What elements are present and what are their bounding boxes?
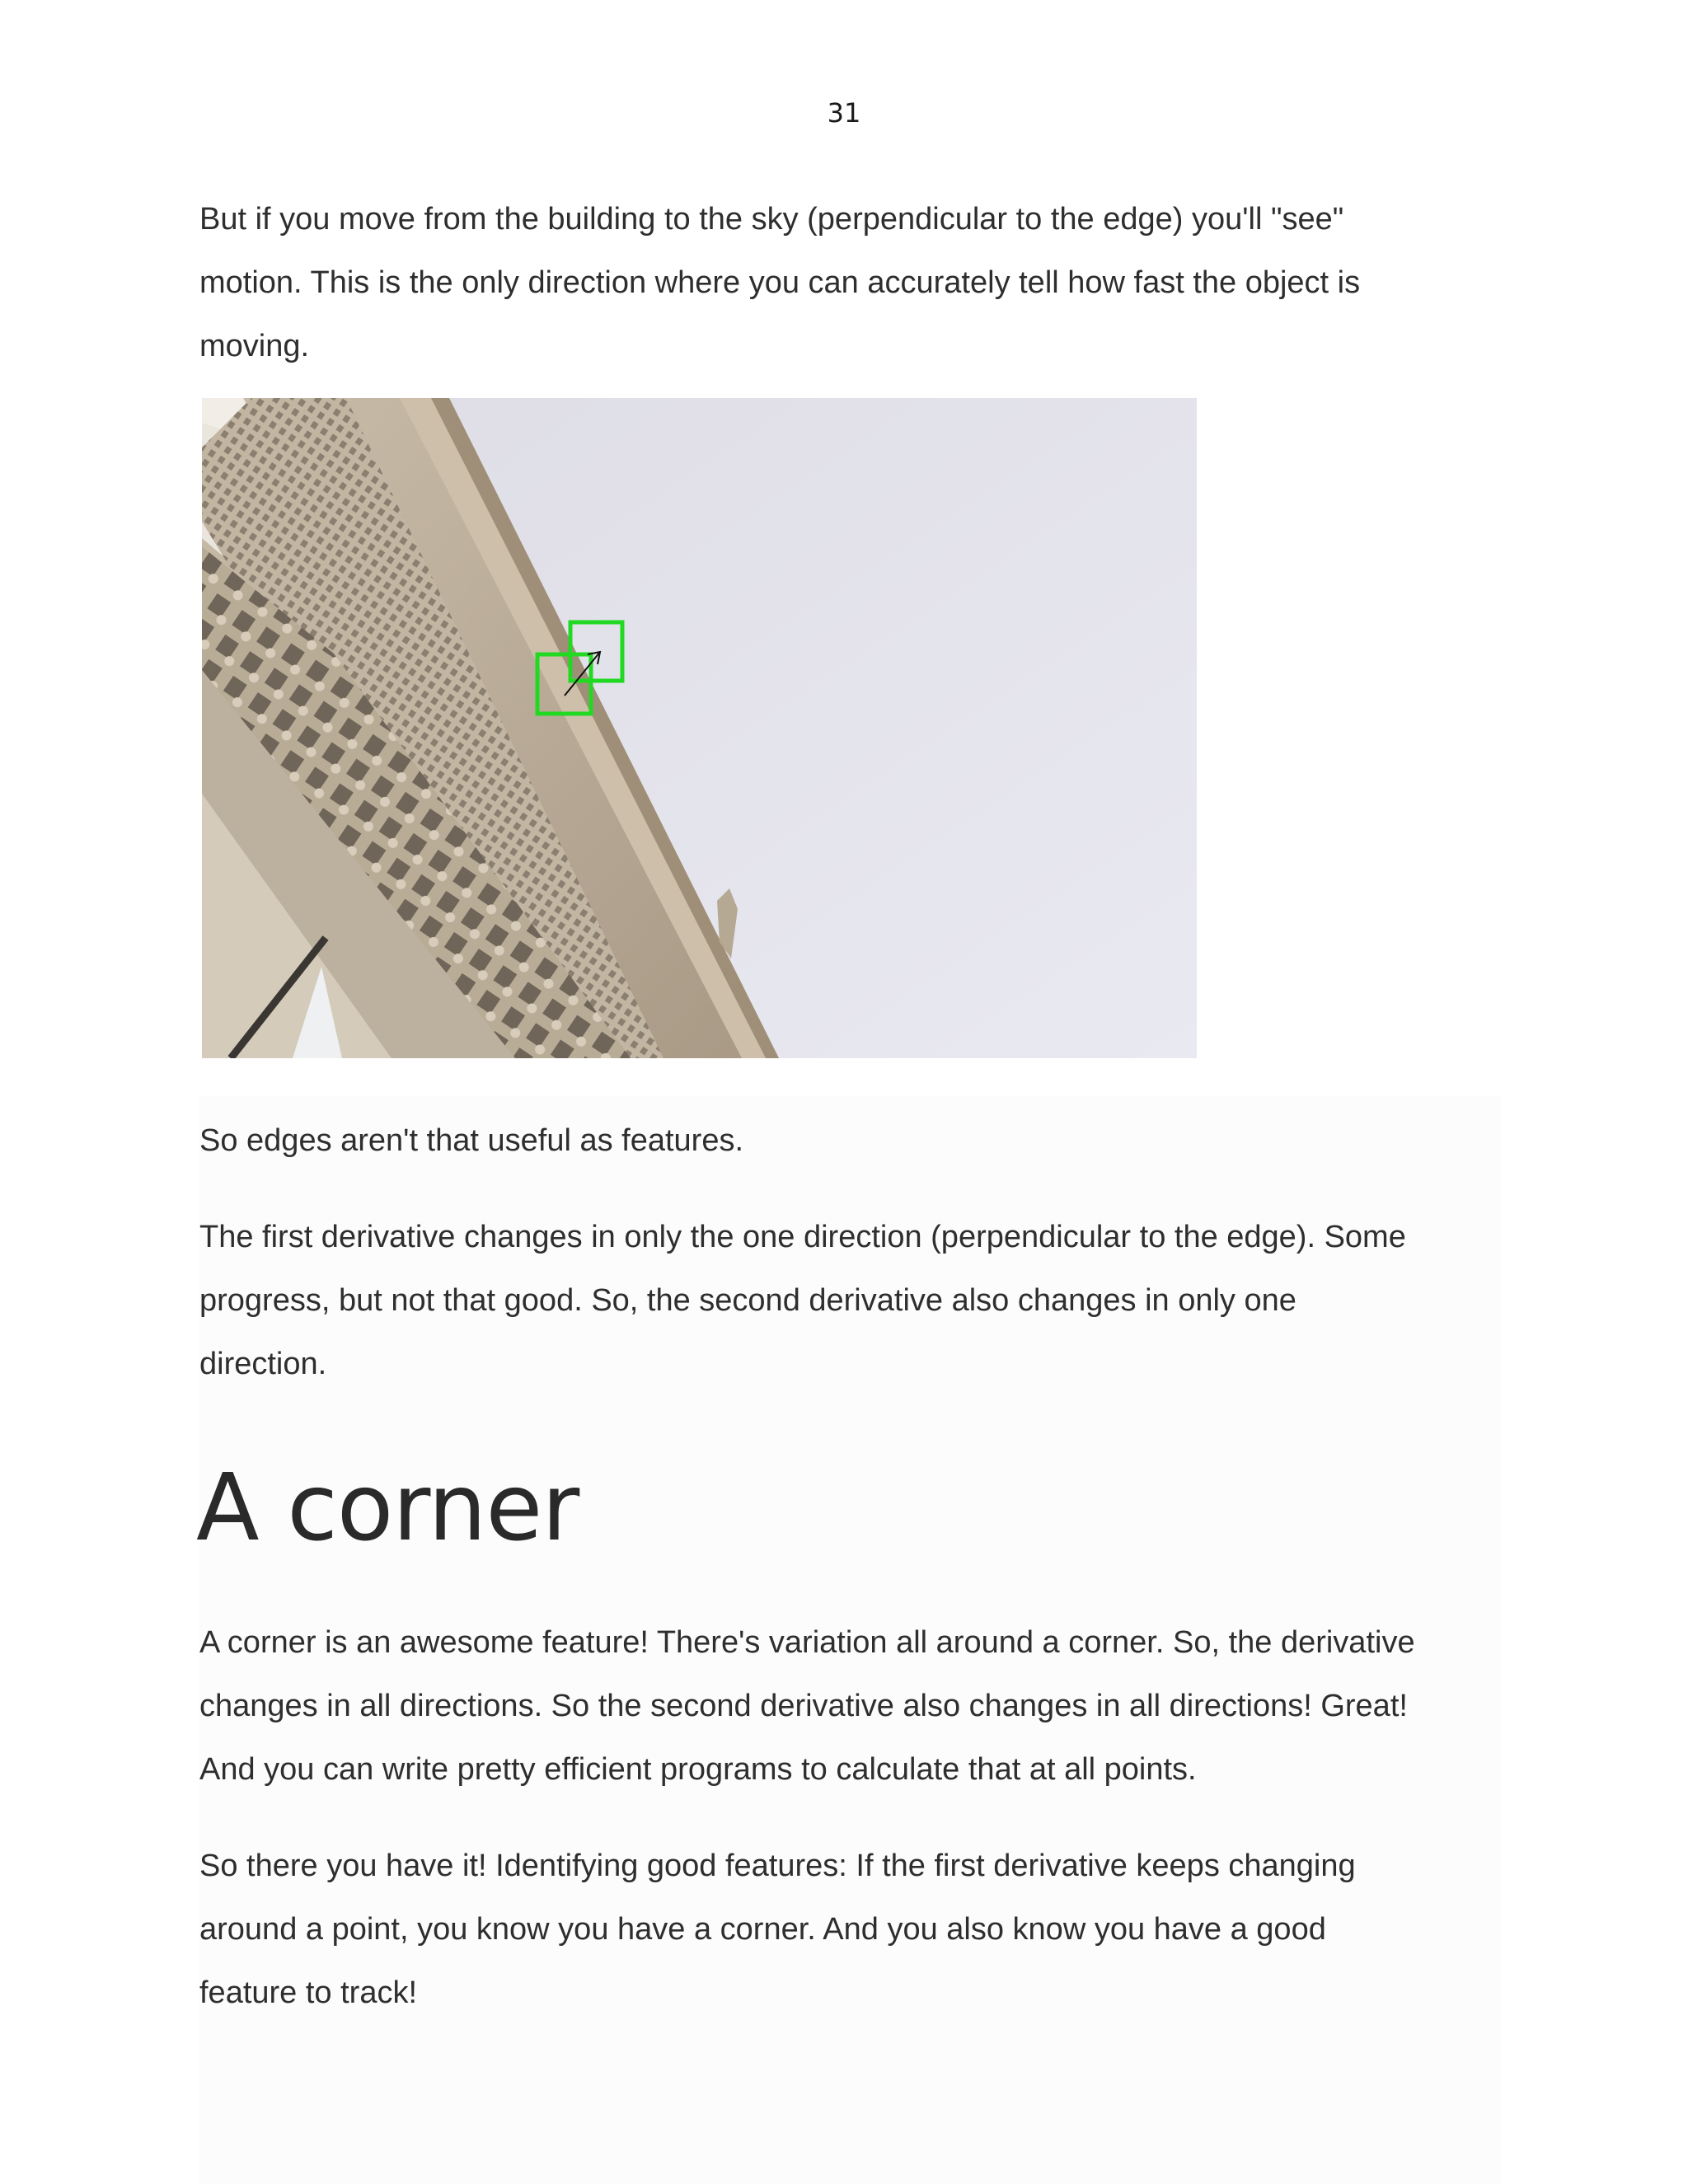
- text-line: The first derivative changes in only the one direction (perpendicular to the edge). Some: [199, 1220, 1406, 1254]
- page-number: 31: [827, 97, 861, 129]
- section-heading: A corner: [196, 1455, 579, 1562]
- text-line: progress, but not that good. So, the second derivative also changes in only one: [199, 1283, 1296, 1318]
- paragraph-edges-not-useful: [199, 1109, 743, 1173]
- text-line: So there you have it! Identifying good features: If the first derivative keeps changing: [199, 1849, 1356, 1883]
- text-line: changes in all directions. So the second derivative also changes in all directions! Great!: [199, 1689, 1408, 1723]
- text-line: feature to track!: [199, 1975, 418, 2010]
- text-line: direction.: [199, 1347, 327, 1381]
- text-line: motion. This is the only direction where you can accurately tell how fast the object is: [199, 265, 1361, 300]
- paragraph-corner-feature: [199, 1611, 1415, 1802]
- building-edge-figure: [202, 398, 1197, 1058]
- paragraph-edge-motion: [199, 188, 1360, 378]
- text-line: So edges aren't that useful as features.: [199, 1123, 744, 1158]
- text-line: moving.: [199, 329, 310, 363]
- paragraph-first-derivative: [199, 1206, 1406, 1396]
- text-line: But if you move from the building to the sky (perpendicular to the edge) you'll "see": [199, 202, 1344, 237]
- text-line: And you can write pretty efficient programs to calculate that at all points.: [199, 1752, 1197, 1787]
- text-line: around a point, you know you have a corner. And you also know you have a good: [199, 1912, 1326, 1947]
- building-edge-photo: [202, 398, 1197, 1058]
- text-line: A corner is an awesome feature! There's variation all around a corner. So, the derivative: [199, 1625, 1415, 1660]
- paragraph-conclusion: [199, 1835, 1356, 2025]
